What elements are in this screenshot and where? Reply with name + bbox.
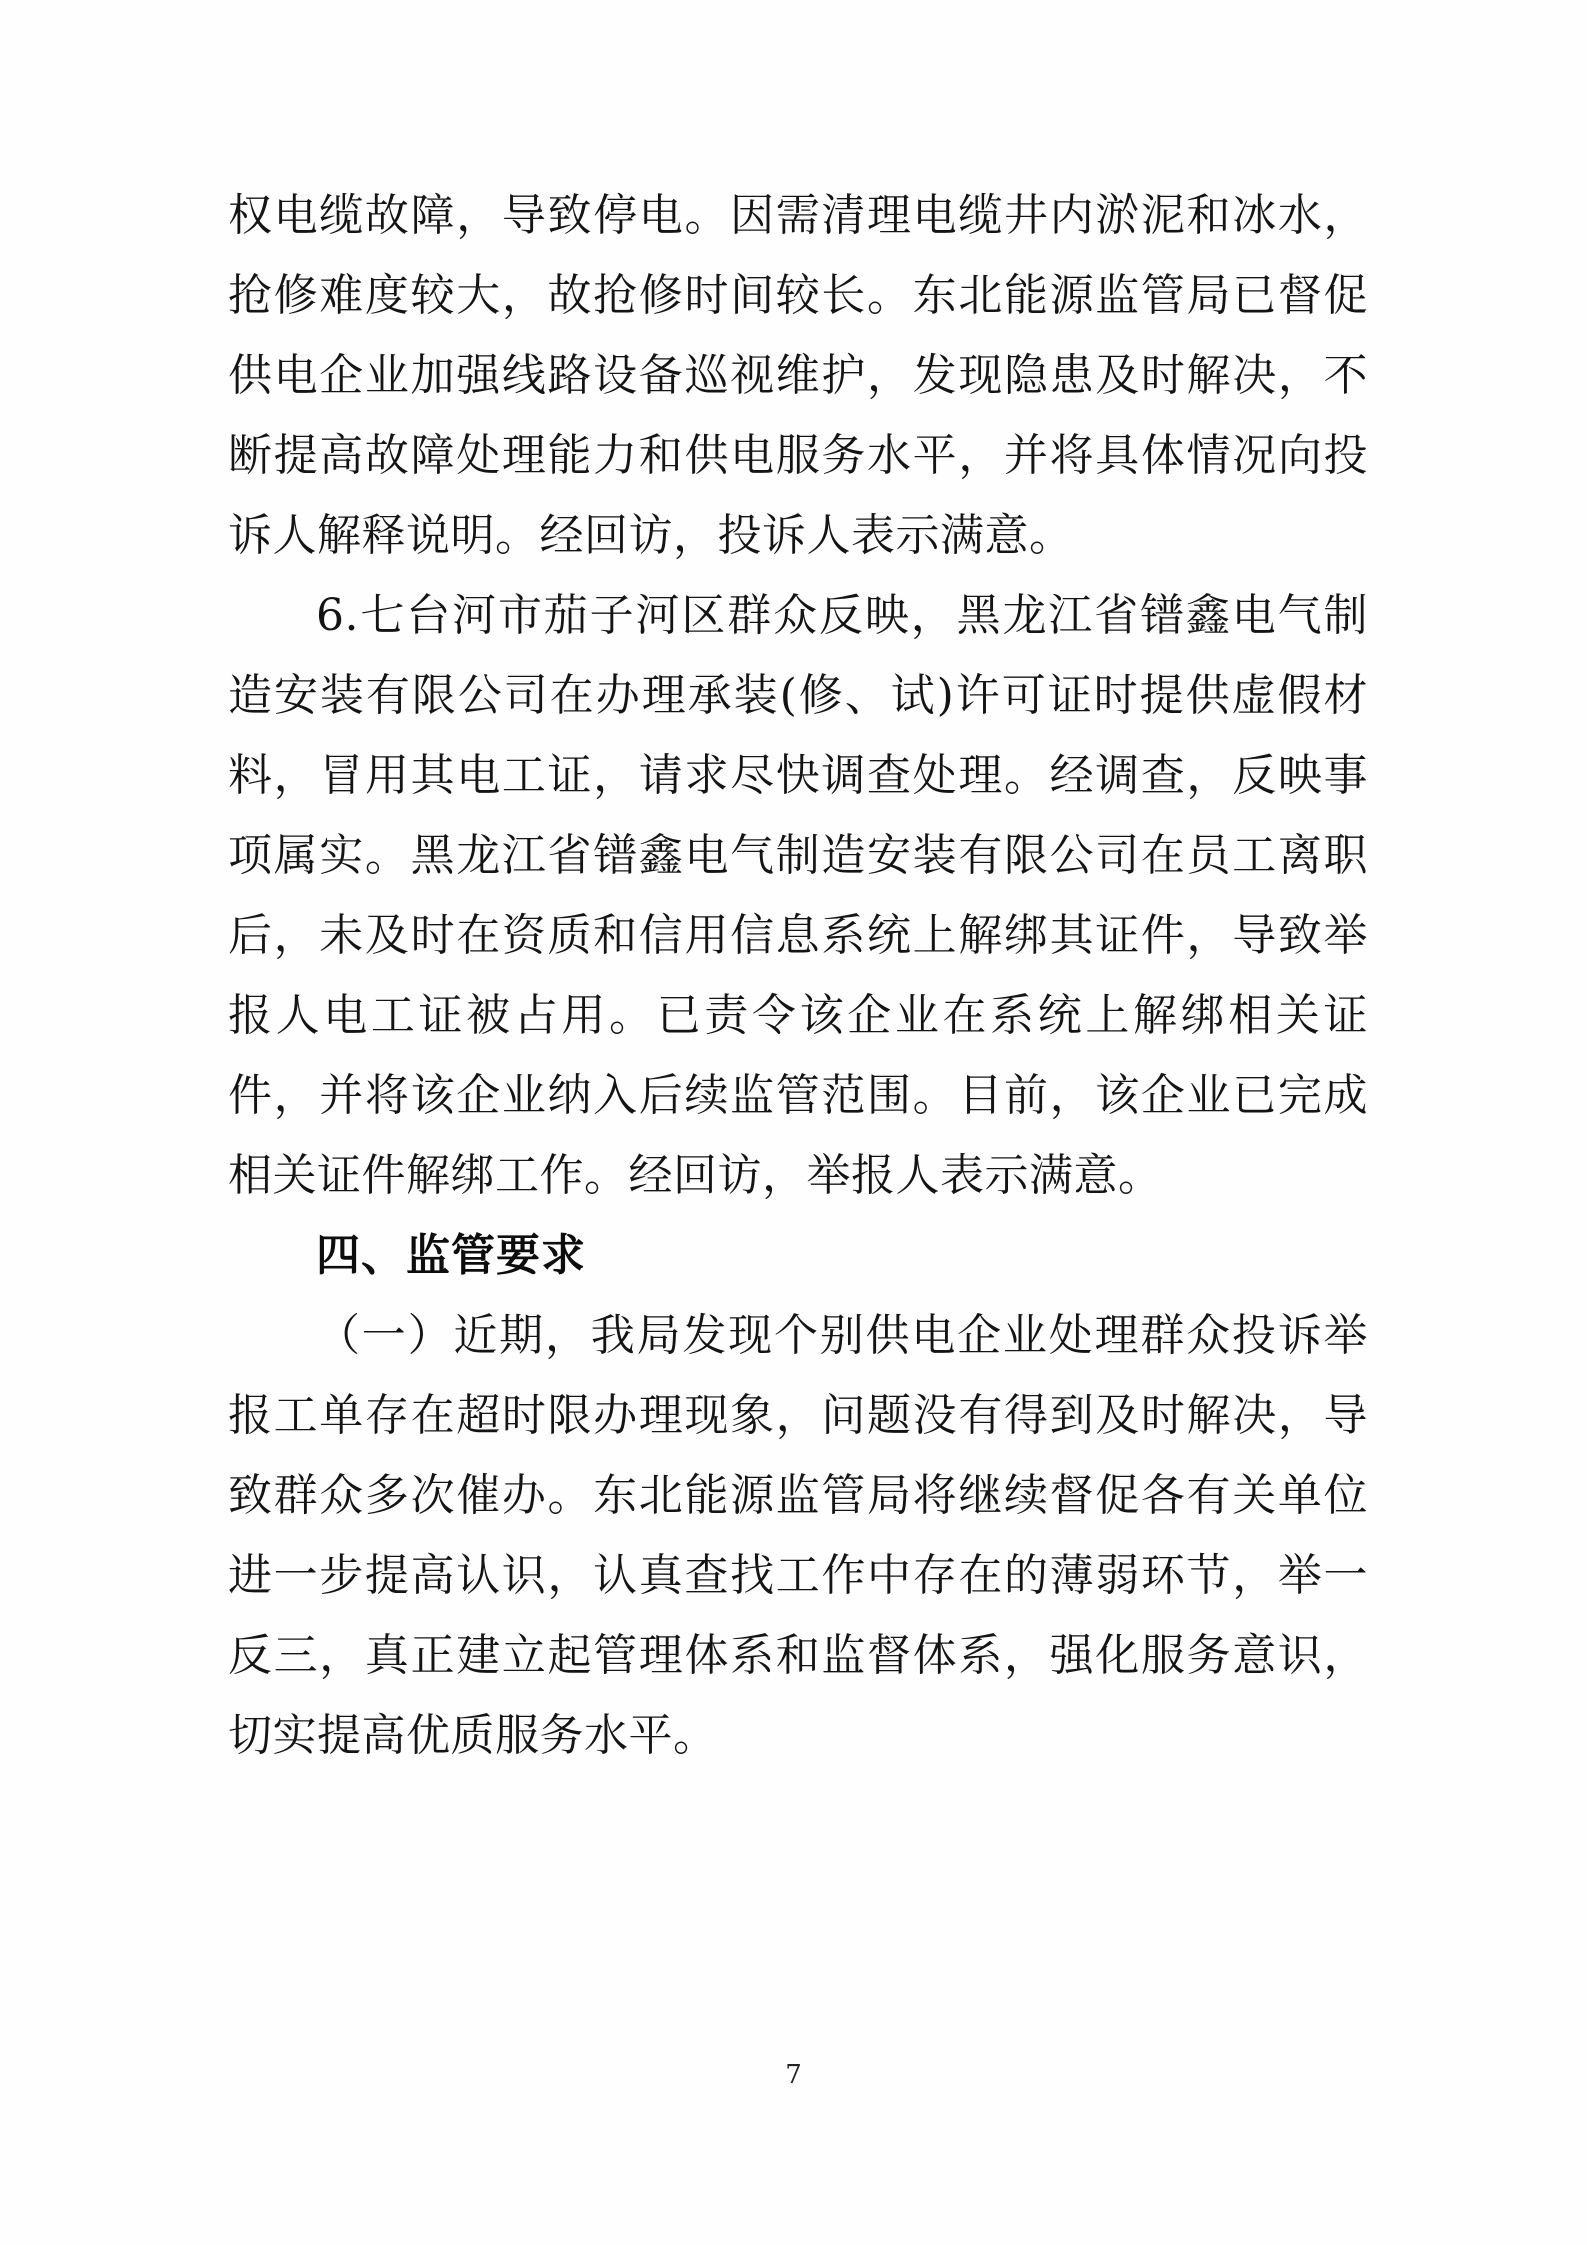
section-heading-supervision-requirements: 四、监管要求 (316, 1230, 586, 1281)
paragraph-item-6: 6.七台河市茄子河区群众反映，黑龙江省镨鑫电气制造安装有限公司在办理承装(修、试)许可证时提供虚假材料，冒用其电工证，请求尽快调查处理。经调查，反映事项属实。黑龙江省镨鑫电气制造安装有限公司在员工离职后，未及时在资质和信用信息系统上解绑其证件，导致举报人电工证被占用。已责令该企业在系统上解绑相关证件，并将该企业纳入后续监管范围。目前，该企业已完成相关证件解绑工作。经回访，举报人表示满意。 (228, 590, 1368, 1201)
paragraph-item-1: （一）近期，我局发现个别供电企业处理群众投诉举报工单存在超时限办理现象，问题没有得到及时解决，导致群众多次催办。东北能源监管局将继续督促各有关单位进一步提高认识，认真查找工作中存在的薄弱环节，举一反三，真正建立起管理体系和监督体系，强化服务意识，切实提高优质服务水平。 (228, 1310, 1368, 1761)
page-number: 7 (785, 2060, 802, 2090)
page-body (228, 176, 1368, 1776)
paragraph-continuation: 权电缆故障，导致停电。因需清理电缆井内淤泥和冰水，抢修难度较大，故抢修时间较长。东北能源监管局已督促供电企业加强线路设备巡视维护，发现隐患及时解决，不断提高故障处理能力和供电服务水平，并将具体情况向投诉人解释说明。经回访，投诉人表示满意。 (228, 190, 1368, 561)
